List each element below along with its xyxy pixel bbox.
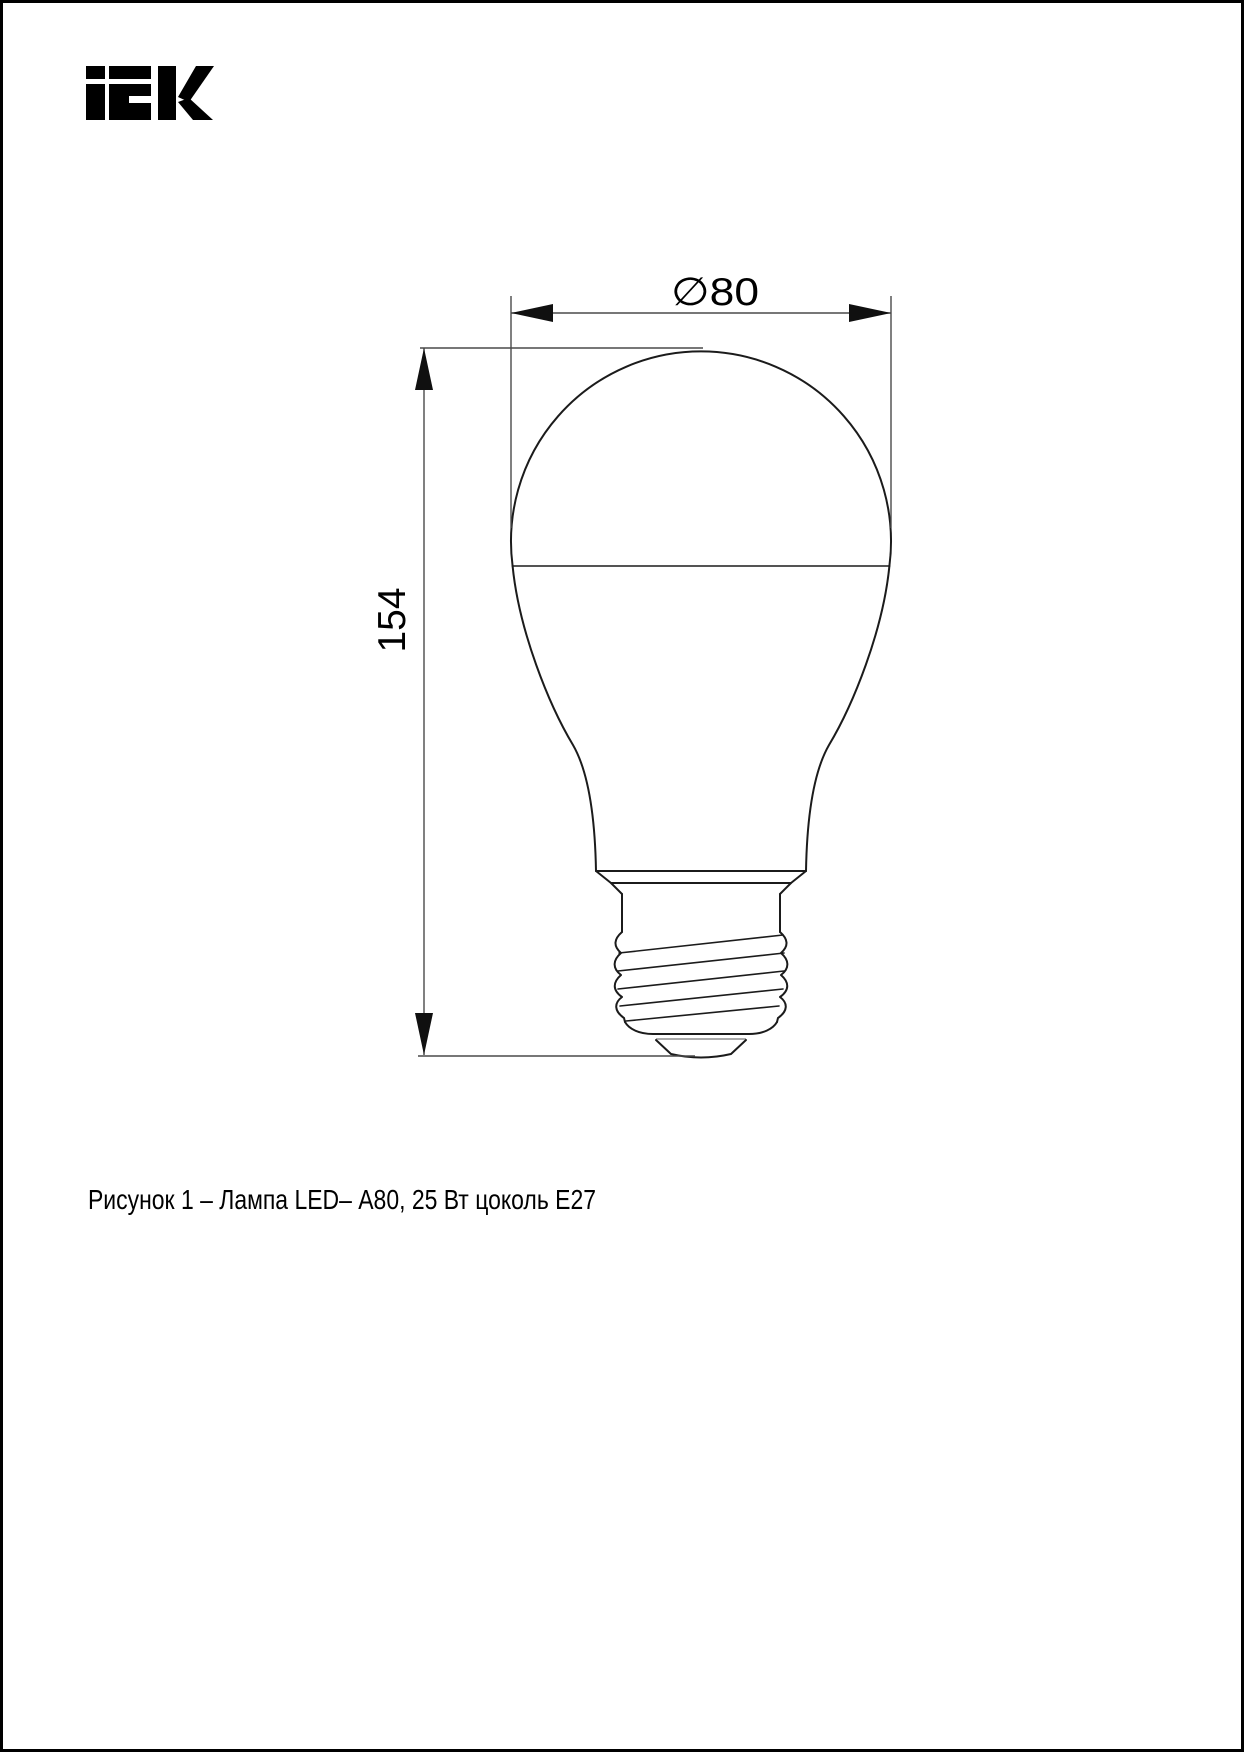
diameter-extension-lines [511,296,891,528]
logo-e-body [109,84,151,120]
base-shell-bottom [625,1022,777,1034]
base-chamfer [596,871,806,883]
base-collar [622,894,780,932]
height-value-label: 154 [371,587,414,653]
logo-k-upper-arm [178,66,214,102]
diameter-arrow-left [511,304,553,322]
diameter-arrow-right [849,304,891,322]
height-arrow-bottom [415,1013,433,1055]
bulb-dome [511,351,891,566]
diameter-dimension [511,271,891,528]
logo-i-stem [86,84,105,120]
iek-logo [86,66,214,120]
thread-right-edge [777,932,787,1022]
logo-k-stem [158,66,176,120]
diameter-value-label: ∅80 [671,271,759,314]
thread-left-edge [615,932,625,1022]
contact-tip [656,1040,746,1058]
figure-caption: Рисунок 1 – Лампа LED– А80, 25 Вт цоколь Е27 [88,1184,596,1215]
logo-e-top-bar [109,66,151,79]
thread-lines [618,935,784,1021]
height-arrow-top [415,348,433,390]
base-chamfer-step [611,883,791,894]
bulb-body-left-profile [513,566,596,871]
bulb-body-right-profile [806,566,889,871]
logo-i-dot [86,66,105,79]
led-bulb-drawing [511,351,891,1057]
technical-drawing-canvas [3,3,1244,1752]
logo-k-lower-arm [178,98,213,120]
